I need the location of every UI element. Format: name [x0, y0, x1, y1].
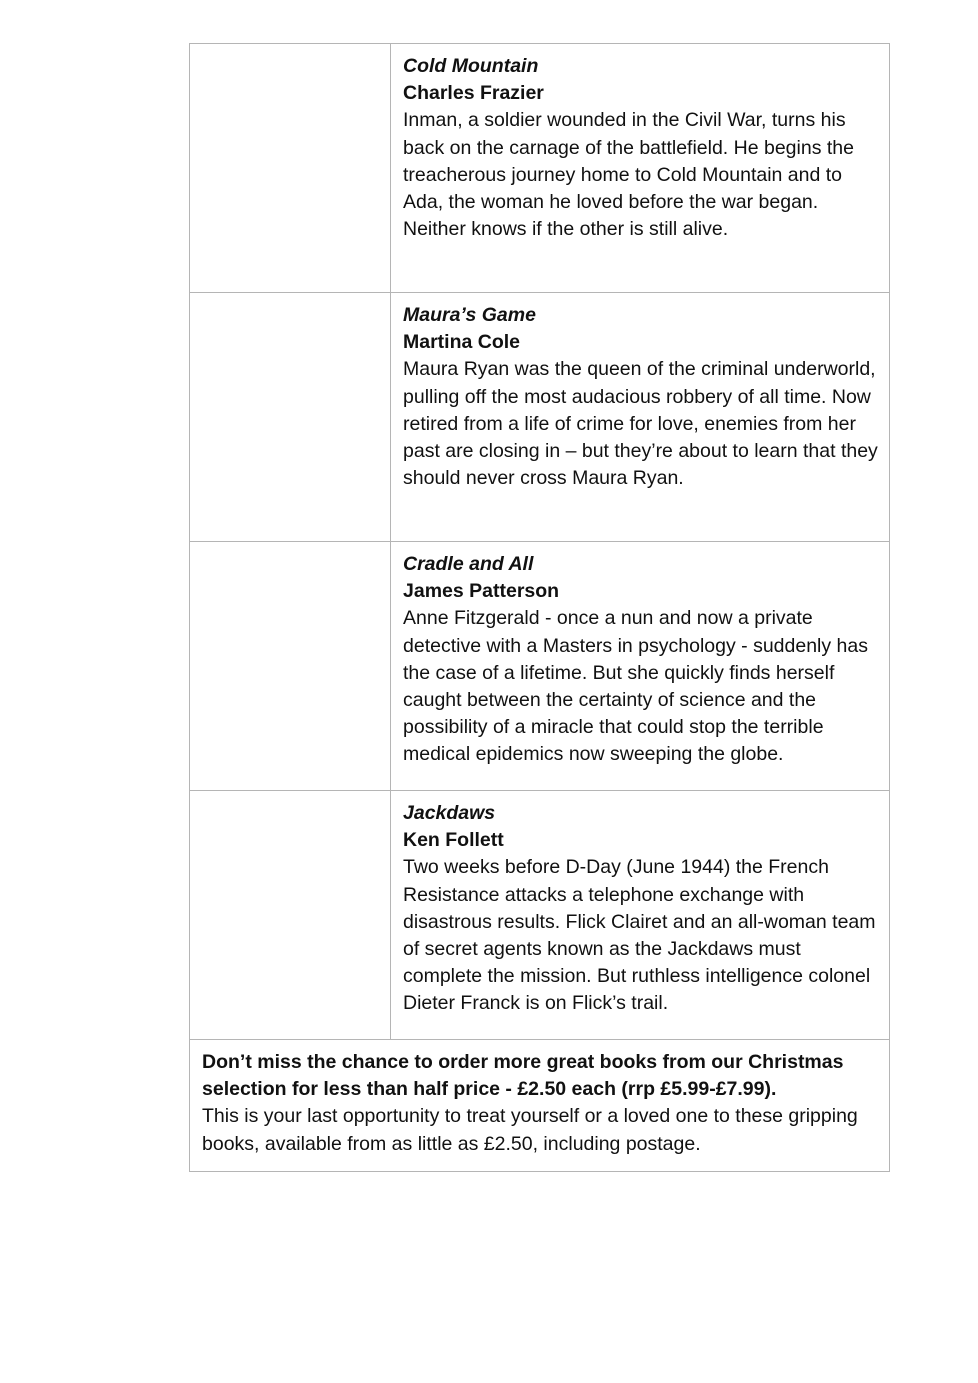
book-author: Martina Cole [403, 331, 521, 354]
book-cover-cell [190, 44, 391, 292]
book-row-mauras-game [190, 293, 889, 542]
book-author: James Patterson [403, 580, 560, 603]
book-cover-cell [190, 542, 391, 790]
book-author: Charles Frazier [403, 82, 544, 105]
book-blurb: Anne Fitzgerald - once a nun and now a private detective with a Masters in psychology - suddenly has the case of a lifetime. But she quickly finds herself caught between the certainty of science and the possibility of a miracle that could stop the terrible medical epidemics now sweeping the globe. [403, 607, 868, 766]
book-author: Ken Follett [403, 829, 504, 852]
promo-section [190, 1040, 889, 1171]
book-blurb: Two weeks before D-Day (June 1944) the French Resistance attacks a telephone exchange with disastrous results. Flick Clairet and an all-woman team of secret agents known as the Jackdaws must complete the mission. But ruthless intelligence colonel Dieter Franck is on Flick’s trail. [403, 856, 876, 1015]
book-list-table [189, 43, 890, 1172]
book-details [391, 44, 889, 292]
promo-body: This is your last opportunity to treat yourself or a loved one to these gripping books, available from as little as £2.50, including postage. [202, 1105, 858, 1155]
promo-headline: Don’t miss the chance to order more great books from our Christmas selection for less than half price - £2.50 each (rrp £5.99-£7.99). [202, 1051, 844, 1101]
book-row-cradle-and-all [190, 542, 889, 791]
book-title: Cradle and All [403, 553, 534, 575]
book-blurb: Inman, a soldier wounded in the Civil War, turns his back on the carnage of the battlefield. He begins the treacherous journey home to Cold Mountain and to Ada, the woman he loved before the war began. Neither knows if the other is still alive. [403, 109, 854, 241]
book-title: Maura’s Game [403, 304, 536, 326]
book-details [391, 791, 889, 1039]
book-row-jackdaws [190, 791, 889, 1040]
book-row-cold-mountain [190, 44, 889, 293]
book-cover-cell [190, 791, 391, 1039]
book-title: Cold Mountain [403, 55, 539, 77]
book-title: Jackdaws [403, 802, 496, 824]
book-details [391, 293, 889, 541]
book-details [391, 542, 889, 790]
book-cover-cell [190, 293, 391, 541]
book-blurb: Maura Ryan was the queen of the criminal underworld, pulling off the most audacious robbery of all time. Now retired from a life of crime for love, enemies from her past are closing in – but they’re about to learn that they should never cross Maura Ryan. [403, 358, 878, 490]
